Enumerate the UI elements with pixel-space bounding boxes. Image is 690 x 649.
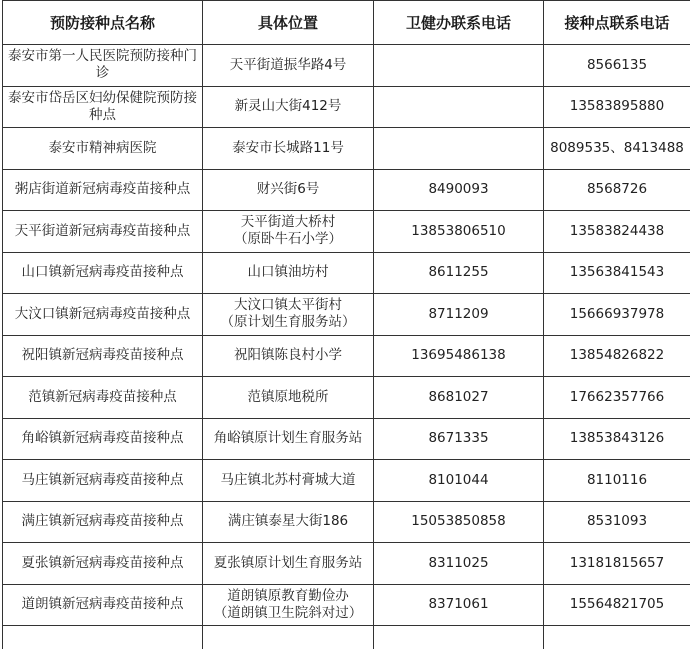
health-office-phone-cell [374, 128, 544, 170]
site-phone-cell [544, 211, 690, 253]
cell-text: 天平街道振华路4号 [229, 56, 347, 73]
cell-text: 夏张镇原计划生育服务站 [213, 554, 363, 571]
header-site-phone: 接种点联系电话 [544, 1, 690, 45]
cell-text: 8110116 [586, 471, 648, 488]
site-name-cell [3, 128, 203, 170]
location-cell [203, 460, 374, 502]
header-location: 具体位置 [203, 1, 374, 45]
site-phone-cell [544, 294, 690, 336]
site-phone-cell [544, 45, 690, 87]
site-name-cell [3, 501, 203, 543]
cell-text: 13853806510 [411, 222, 506, 239]
site-phone-cell [544, 543, 690, 585]
cell-text: 8611255 [428, 264, 489, 281]
cell-text: 大汶口镇新冠病毒疫苗接种点 [14, 305, 191, 322]
table-header [3, 1, 690, 45]
table-row [3, 501, 690, 543]
location-cell [203, 335, 374, 377]
site-name-cell [3, 211, 203, 253]
cell-text: 祝阳镇陈良村小学 [234, 347, 342, 364]
site-phone-cell [544, 584, 690, 626]
cell-text: 泰安市精神病医院 [48, 139, 157, 156]
cell-text: 道朗镇原教育勤俭办 （道朗镇卫生院斜对过） [213, 587, 363, 621]
site-name-cell [3, 169, 203, 211]
cell-text: 满庄镇泰星大街186 [227, 513, 349, 530]
site-phone-cell [544, 418, 690, 460]
cell-text: 8566135 [586, 56, 648, 73]
site-name-cell [3, 252, 203, 294]
vaccination-sites-table [2, 0, 690, 649]
health-office-phone-cell [374, 252, 544, 294]
empty-cell [544, 626, 690, 649]
site-name-cell [3, 294, 203, 336]
table-row [3, 584, 690, 626]
cell-text: 粥店街道新冠病毒疫苗接种点 [14, 181, 191, 198]
cell-text: 13181815657 [569, 554, 665, 571]
health-office-phone-cell [374, 501, 544, 543]
cell-text: 道朗镇新冠病毒疫苗接种点 [21, 596, 184, 613]
site-phone-cell [544, 501, 690, 543]
health-office-phone-cell [374, 86, 544, 128]
empty-cell [3, 626, 203, 649]
health-office-phone-cell [374, 543, 544, 585]
cell-text: 8101044 [428, 471, 489, 488]
location-cell [203, 45, 374, 87]
table-row [3, 252, 690, 294]
cell-text: 山口镇油坊村 [247, 264, 329, 281]
health-office-phone-cell [374, 584, 544, 626]
cell-text: 马庄镇新冠病毒疫苗接种点 [21, 471, 184, 488]
site-phone-cell [544, 252, 690, 294]
health-office-phone-cell [374, 418, 544, 460]
health-office-phone-cell [374, 45, 544, 87]
header-row [3, 1, 690, 45]
site-name-cell [3, 377, 203, 419]
cell-text: 范镇新冠病毒疫苗接种点 [28, 388, 177, 405]
location-cell [203, 294, 374, 336]
cell-text: 13854826822 [569, 347, 665, 364]
cell-text: 15053850858 [411, 513, 506, 530]
cell-text: 角峪镇原计划生育服务站 [213, 430, 363, 447]
table-row-partial [3, 626, 690, 649]
empty-cell [374, 626, 544, 649]
cell-text: 8490093 [428, 181, 489, 198]
site-name-cell [3, 86, 203, 128]
table-row [3, 211, 690, 253]
location-cell [203, 501, 374, 543]
health-office-phone-cell [374, 211, 544, 253]
health-office-phone-cell [374, 460, 544, 502]
location-cell [203, 169, 374, 211]
site-phone-cell [544, 86, 690, 128]
site-name-cell [3, 543, 203, 585]
cell-text: 新灵山大街412号 [234, 98, 342, 115]
cell-text: 范镇原地税所 [247, 388, 329, 405]
cell-text: 8531093 [586, 513, 648, 530]
cell-text: 8089535、8413488 [550, 139, 684, 156]
cell-text: 15564821705 [569, 596, 665, 613]
cell-text: 13695486138 [411, 347, 506, 364]
health-office-phone-cell [374, 335, 544, 377]
location-cell [203, 543, 374, 585]
cell-text: 天平街道新冠病毒疫苗接种点 [14, 222, 191, 239]
table-row [3, 335, 690, 377]
cell-text: 夏张镇新冠病毒疫苗接种点 [21, 554, 184, 571]
table-row [3, 128, 690, 170]
cell-text: 泰安市第一人民医院预防接种门诊 [8, 48, 197, 82]
cell-text: 15666937978 [569, 305, 665, 322]
site-phone-cell [544, 128, 690, 170]
cell-text: 天平街道大桥村 （原卧牛石小学） [234, 214, 342, 248]
cell-text: 8671335 [428, 430, 489, 447]
cell-text: 8371061 [428, 596, 489, 613]
health-office-phone-cell [374, 294, 544, 336]
location-cell [203, 584, 374, 626]
cell-text: 祝阳镇新冠病毒疫苗接种点 [21, 347, 184, 364]
cell-text: 泰安市长城路11号 [232, 139, 344, 156]
cell-text: 马庄镇北苏村膏城大道 [220, 471, 356, 488]
site-phone-cell [544, 169, 690, 211]
health-office-phone-cell [374, 377, 544, 419]
empty-cell [203, 626, 374, 649]
site-name-cell [3, 335, 203, 377]
cell-text: 山口镇新冠病毒疫苗接种点 [21, 264, 184, 281]
cell-text: 角峪镇新冠病毒疫苗接种点 [21, 430, 184, 447]
table-row [3, 418, 690, 460]
site-name-cell [3, 460, 203, 502]
cell-text: 大汶口镇太平街村 （原计划生育服务站） [220, 297, 356, 331]
cell-text: 13563841543 [569, 264, 665, 281]
location-cell [203, 128, 374, 170]
site-phone-cell [544, 335, 690, 377]
cell-text: 满庄镇新冠病毒疫苗接种点 [21, 513, 184, 530]
table-body [3, 45, 690, 649]
cell-text: 8711209 [428, 305, 489, 322]
table-row [3, 460, 690, 502]
cell-text: 13583824438 [569, 222, 665, 239]
cell-text: 13583895880 [569, 98, 665, 115]
header-health-office-phone: 卫健办联系电话 [374, 1, 544, 45]
table-row [3, 86, 690, 128]
location-cell [203, 418, 374, 460]
table-row [3, 294, 690, 336]
header-site-name: 预防接种点名称 [3, 1, 203, 45]
location-cell [203, 377, 374, 419]
location-cell [203, 86, 374, 128]
site-name-cell [3, 418, 203, 460]
location-cell [203, 211, 374, 253]
cell-text: 17662357766 [569, 388, 665, 405]
cell-text: 泰安市岱岳区妇幼保健院预防接种点 [8, 89, 197, 123]
site-phone-cell [544, 460, 690, 502]
table-row [3, 543, 690, 585]
cell-text: 财兴街6号 [256, 181, 320, 198]
site-name-cell [3, 584, 203, 626]
site-phone-cell [544, 377, 690, 419]
cell-text: 8681027 [428, 388, 489, 405]
cell-text: 8311025 [428, 554, 489, 571]
cell-text: 13853843126 [569, 430, 665, 447]
table-row [3, 169, 690, 211]
table-row [3, 45, 690, 87]
cell-text: 8568726 [586, 181, 648, 198]
table-row [3, 377, 690, 419]
location-cell [203, 252, 374, 294]
health-office-phone-cell [374, 169, 544, 211]
site-name-cell [3, 45, 203, 87]
